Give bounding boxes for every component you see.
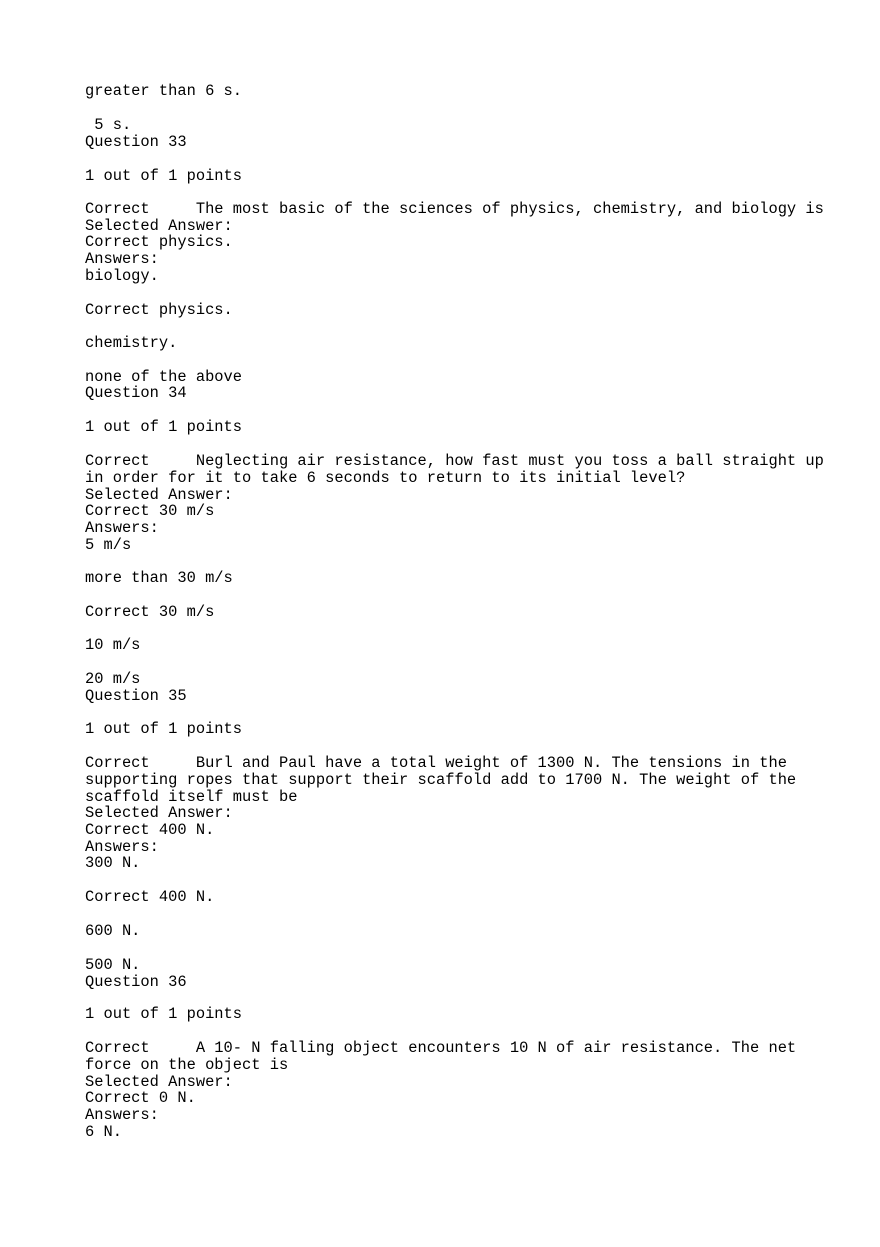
question-heading: Question 36	[85, 973, 187, 991]
points-label: 1 out of 1 points	[85, 167, 243, 185]
points-label: 1 out of 1 points	[85, 1005, 243, 1023]
question-text: Correct Neglecting air resistance, how fast must you toss a ball straight up	[85, 452, 824, 470]
question-heading: Question 33	[85, 133, 187, 151]
question-text: Correct The most basic of the sciences of physics, chemistry, and biology is	[85, 200, 824, 218]
answer-option: 10 m/s	[85, 636, 141, 654]
answers-label: Answers:	[85, 838, 159, 856]
question-text: force on the object is	[85, 1056, 289, 1074]
answers-label: Answers:	[85, 250, 159, 268]
answer-option: Correct 400 N.	[85, 888, 215, 906]
selected-answer: Correct physics.	[85, 233, 233, 251]
answer-option: 5 m/s	[85, 536, 132, 554]
selected-answer-label: Selected Answer:	[85, 217, 233, 235]
question-text: supporting ropes that support their scaffold add to 1700 N. The weight of the	[85, 771, 797, 789]
points-label: 1 out of 1 points	[85, 720, 243, 738]
answer-option: more than 30 m/s	[85, 569, 233, 587]
answer-option: 300 N.	[85, 854, 141, 872]
answer-option: 600 N.	[85, 922, 141, 940]
answer-option: 20 m/s	[85, 670, 141, 688]
question-text: Correct A 10- N falling object encounters 10 N of air resistance. The net	[85, 1039, 797, 1057]
question-heading: Question 34	[85, 384, 187, 402]
answer-option: none of the above	[85, 368, 243, 386]
answer-option: Correct 30 m/s	[85, 603, 215, 621]
selected-answer: Correct 30 m/s	[85, 502, 215, 520]
question-text: Correct Burl and Paul have a total weight of 1300 N. The tensions in the	[85, 754, 787, 772]
answer-option: biology.	[85, 267, 159, 285]
answer-option: chemistry.	[85, 334, 178, 352]
answer-option: 5 s.	[85, 116, 132, 134]
selected-answer: Correct 0 N.	[85, 1089, 196, 1107]
question-text: scaffold itself must be	[85, 788, 298, 806]
answer-option: 500 N.	[85, 956, 141, 974]
selected-answer-label: Selected Answer:	[85, 1073, 233, 1091]
question-heading: Question 35	[85, 687, 187, 705]
selected-answer-label: Selected Answer:	[85, 804, 233, 822]
answers-label: Answers:	[85, 519, 159, 537]
answers-label: Answers:	[85, 1106, 159, 1124]
points-label: 1 out of 1 points	[85, 418, 243, 436]
selected-answer-label: Selected Answer:	[85, 486, 233, 504]
answer-option: Correct physics.	[85, 301, 233, 319]
selected-answer: Correct 400 N.	[85, 821, 215, 839]
answer-option: 6 N.	[85, 1123, 122, 1141]
question-text: in order for it to take 6 seconds to return to its initial level?	[85, 469, 686, 487]
answer-option: greater than 6 s.	[85, 82, 243, 100]
